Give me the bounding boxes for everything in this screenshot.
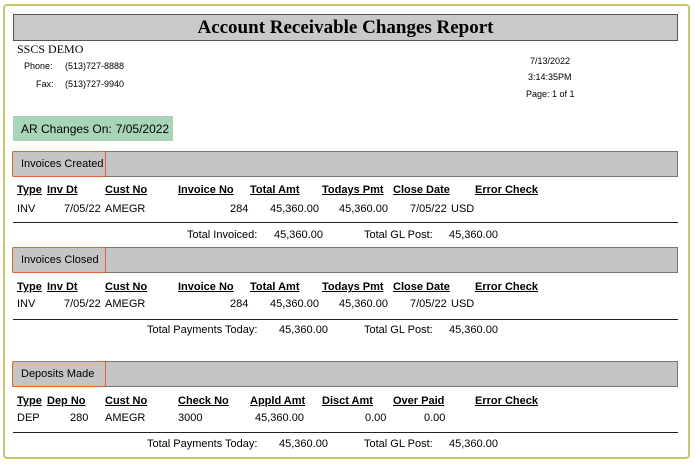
cell-cust-no: AMEGR <box>105 412 146 424</box>
total-payments-label: Total Payments Today: <box>147 438 258 450</box>
col-error-check: Error Check <box>475 281 538 293</box>
col-invoice-no: Invoice No <box>178 281 234 293</box>
deposits-made-label: Deposits Made <box>12 361 106 387</box>
gl-post-value: 45,360.00 <box>449 324 498 336</box>
col-type: Type <box>17 184 42 196</box>
col-invoice-no: Invoice No <box>178 184 234 196</box>
report-time: 3:14:35PM <box>528 72 572 82</box>
gl-post-value: 45,360.00 <box>449 229 498 241</box>
col-disct-amt: Disct Amt <box>322 395 373 407</box>
cell-type: INV <box>17 203 36 215</box>
invoices-created-bar <box>13 151 678 177</box>
cell-inv-dt: 7/05/22 <box>64 203 101 215</box>
cell-close-date: 7/05/22 <box>410 203 447 215</box>
col-total-amt: Total Amt <box>250 184 300 196</box>
divider-line <box>13 222 678 223</box>
cell-type: INV <box>17 298 36 310</box>
cell-cust-no: AMEGR <box>105 203 146 215</box>
col-dep-no: Dep No <box>47 395 86 407</box>
total-invoiced-label: Total Invoiced: <box>187 229 258 241</box>
title-bar <box>13 14 678 41</box>
total-payments-label: Total Payments Today: <box>147 324 258 336</box>
col-total-amt: Total Amt <box>250 281 300 293</box>
invoices-created-label: Invoices Created <box>12 151 106 177</box>
col-error-check: Error Check <box>475 184 538 196</box>
ar-changes-date-box <box>13 116 173 141</box>
col-close-date: Close Date <box>393 184 450 196</box>
cell-todays-pmt: 45,360.00 <box>339 298 388 310</box>
total-payments-value: 45,360.00 <box>279 438 328 450</box>
cell-close-date: 7/05/22 <box>410 298 447 310</box>
gl-post-label: Total GL Post: <box>364 324 433 336</box>
cell-over-paid: 0.00 <box>424 412 446 424</box>
invoices-closed-label: Invoices Closed <box>12 247 106 273</box>
col-todays-pmt: Todays Pmt <box>322 281 384 293</box>
phone-value: (513)727-8888 <box>65 61 125 71</box>
cell-currency: USD <box>451 298 475 310</box>
cell-disct-amt: 0.00 <box>365 412 387 424</box>
ar-changes-label: AR Changes On: <box>21 121 112 136</box>
col-type: Type <box>17 281 42 293</box>
col-cust-no: Cust No <box>105 395 148 407</box>
col-inv-dt: Inv Dt <box>47 184 78 196</box>
cell-currency: USD <box>451 203 475 215</box>
cell-invoice-no: 284 <box>230 298 249 310</box>
page-number: Page: 1 of 1 <box>526 89 575 99</box>
total-invoiced-value: 45,360.00 <box>274 229 323 241</box>
report-date: 7/13/2022 <box>530 56 571 66</box>
col-inv-dt: Inv Dt <box>47 281 78 293</box>
ar-changes-date: 7/05/2022 <box>115 121 170 136</box>
cell-todays-pmt: 45,360.00 <box>339 203 388 215</box>
gl-post-label: Total GL Post: <box>364 229 433 241</box>
col-cust-no: Cust No <box>105 184 148 196</box>
col-error-check: Error Check <box>475 395 538 407</box>
phone-label: Phone: <box>24 61 53 71</box>
cell-total-amt: 45,360.00 <box>270 298 319 310</box>
report-frame <box>3 4 690 459</box>
col-appld-amt: Appld Amt <box>250 395 306 407</box>
divider-line <box>13 432 678 433</box>
col-over-paid: Over Paid <box>393 395 445 407</box>
col-todays-pmt: Todays Pmt <box>322 184 384 196</box>
cell-type: DEP <box>17 412 40 424</box>
invoices-closed-bar <box>13 247 678 273</box>
cell-cust-no: AMEGR <box>105 298 146 310</box>
divider-line <box>13 319 678 320</box>
company-name: SSCS DEMO <box>17 42 84 56</box>
fax-label: Fax: <box>36 79 54 89</box>
report-title: Account Receivable Changes Report <box>197 16 494 38</box>
cell-invoice-no: 284 <box>230 203 249 215</box>
cell-appld-amt: 45,360.00 <box>255 412 304 424</box>
cell-total-amt: 45,360.00 <box>270 203 319 215</box>
col-type: Type <box>17 395 42 407</box>
cell-inv-dt: 7/05/22 <box>64 298 101 310</box>
fax-value: (513)727-9940 <box>65 79 125 89</box>
col-close-date: Close Date <box>393 281 450 293</box>
total-payments-value: 45,360.00 <box>279 324 328 336</box>
col-check-no: Check No <box>178 395 229 407</box>
gl-post-value: 45,360.00 <box>449 438 498 450</box>
cell-check-no: 3000 <box>178 412 203 424</box>
deposits-made-bar <box>13 361 678 387</box>
gl-post-label: Total GL Post: <box>364 438 433 450</box>
col-cust-no: Cust No <box>105 281 148 293</box>
cell-dep-no: 280 <box>70 412 89 424</box>
